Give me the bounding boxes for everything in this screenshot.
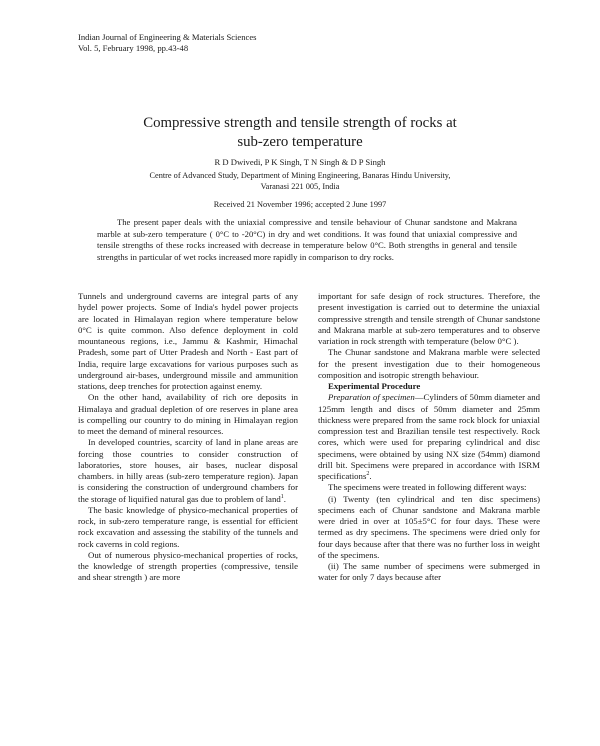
paragraph xyxy=(78,437,298,505)
paragraph: Out of numerous physico-mechanical properties of rocks, the knowledge of strength properties (compressive, tensile and shear strength ) are more xyxy=(78,549,298,583)
journal-volume: Vol. 5, February 1998, pp.43-48 xyxy=(78,43,189,53)
affiliation-line-1: Centre of Advanced Study, Department of Mining Engineering, Banaras Hindu University, xyxy=(149,171,451,180)
citation-superscript: 1 xyxy=(280,493,284,500)
left-column xyxy=(78,291,298,584)
abstract: The present paper deals with the uniaxial compressive and tensile behaviour of Chunar sandstone and Makrana marble at sub-zero temperature ( 0°C to -20°C) in dry and wet conditions. It was found that uniaxial compressive and tensile strengths of these rocks increased with decrease in temperature below 0°C. Both strengths in general and tensile strengths in particular of wet rocks increased more rapidly in comparison to dry rocks. xyxy=(97,217,517,262)
authors: R D Dwivedi, P K Singh, T N Singh & D P Singh xyxy=(214,157,386,167)
title-line-1: Compressive strength and tensile strength of rocks at xyxy=(143,115,457,131)
title-line-2: sub-zero temperature xyxy=(237,134,363,150)
paragraph: (i) Twenty (ten cylindrical and ten disc specimens) specimens each of Chunar sandstone and Makrana marble were dried in over at 105±5°C for four days. These were termed as dry specimens. The specimens were dried only for four days because after that there was no further loss in weight of the specimens. xyxy=(318,493,540,560)
paragraph-end: . xyxy=(283,493,286,504)
paper-title xyxy=(0,114,600,152)
paragraph-text: —Cylinders of 50mm diameter and 125mm length and discs of 50mm diameter and 25mm thickness were prepared from the same rock block for uniaxial compression test and Brazilian tensile test respectively. Rock cores, which were used for preparing cylindrical and disc specimens, were obtained by using NX size (54mm) diamond drill bit. Specimens were prepared in accordance with ISRM specifications xyxy=(318,392,540,481)
paragraph: Tunnels and underground caverns are integral parts of any hydel power projects. Some of India's hydel power projects are located in Himalayan region where temperature below 0°C is quite common. Also defence deployment in cold mountaneous regions, i.e., Jammu & Kashmir, Himachal Pradesh, some part of Utter Pradesh and North - East part of India, require large excavations for various purposes such as underground air-bases, underground missile and ammunition stations, deep trenches for protection against enemy. xyxy=(78,291,298,391)
run-in-heading: Preparation of specimen xyxy=(328,392,415,403)
paragraph: On the other hand, availability of rich ore deposits in Himalaya and gradual depletion of ore reserves in plane area is compelling our country to do mining in Himalayan region to meet the demand of mineral resources. xyxy=(78,392,298,436)
paragraph: The basic knowledge of physico-mechanical properties of rock, in sub-zero temperature range, is essential for efficient rock excavation and assessing the stability of the tunnels and rock caverns in cold regions. xyxy=(78,504,298,549)
received-dates: Received 21 November 1996; accepted 2 June 1997 xyxy=(213,200,387,209)
citation-superscript: 2 xyxy=(366,471,370,478)
section-heading: Experimental Procedure xyxy=(328,381,421,391)
paragraph xyxy=(318,392,540,482)
paragraph: The Chunar sandstone and Makrana marble were selected for the present investigation due to their homogeneous composition and isotropic strength behaviour. xyxy=(318,347,540,380)
journal-name: Indian Journal of Engineering & Materials Sciences xyxy=(78,32,257,42)
affiliation xyxy=(0,170,600,192)
right-column xyxy=(318,291,540,584)
paragraph-end: . xyxy=(369,471,372,481)
paragraph-text: In developed countries, scarcity of land in plane areas are forcing those countries to consider construction of laboratories, store houses, air bases, nuclear disposal chambers. in hilly areas (sub-zero temperature region). Japan is considering the construction of underground chambers for the storage of liquified natural gas due to problem of land xyxy=(78,437,298,504)
affiliation-line-2: Varanasi 221 005, India xyxy=(260,182,340,191)
paragraph: The specimens were treated in following different ways: xyxy=(328,482,527,493)
paragraph: important for safe design of rock structures. Therefore, the present investigation is carried out to determine the uniaxial compressive strength and tensile strength of Chunar sandstone and Makrana marble at sub-zero temperatures and to observe variation in rock strength with temperature (below 0°C ). xyxy=(318,291,540,346)
journal-header xyxy=(78,32,257,54)
paragraph: (ii) The same number of specimens were submerged in water for only 7 days because after xyxy=(318,561,540,583)
